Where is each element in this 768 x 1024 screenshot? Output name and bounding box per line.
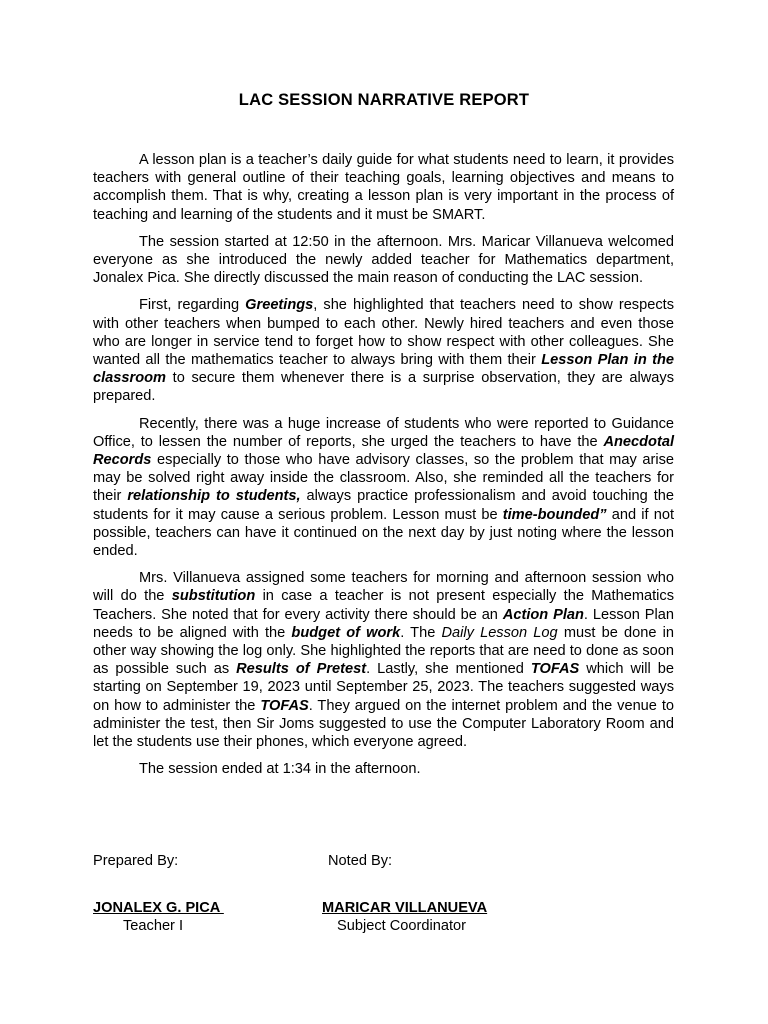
text-run: to secure them whenever there is a surprise observation, they are always prepared. (93, 370, 674, 405)
emphasized-term: time-bounded” (502, 506, 607, 523)
text-run: especially to those who have advisory classes, so the problem that may arise may be solved right away inside the classroom. Also, she reminded all the teachers for their (93, 452, 674, 505)
text-run: and if not possible, teachers can have it continued on the next day by just noting where the lesson ended. (93, 506, 674, 560)
emphasized-term: relationship to students, (127, 488, 301, 505)
text-run: . The (400, 624, 442, 641)
text-run: Mrs. Villanueva assigned some teachers for morning and afternoon session who will do the (93, 570, 674, 605)
text-run: . Lastly, she mentioned (366, 661, 531, 678)
text-run: , she highlighted that teachers need to show respects with other teachers when bumped to each other. Newly hired teachers and even those who are longer in service tend to forget how to show respect with other colleagues. She wanted all the mathematics teacher to always bring with them their (93, 297, 674, 369)
paragraph-anecdotal-records (93, 415, 674, 561)
text-run: in case a teacher is not present especially the Mathematics Teachers. She noted that for every activity there should be an (93, 588, 675, 623)
text-run: which will be starting on September 19, 2023 until September 25, 2023. The teachers suggested ways on how to administer the (93, 661, 674, 714)
text-run: First, regarding (139, 297, 246, 314)
report-body (93, 151, 674, 779)
text-run: The session started at 12:50 in the afternoon. Mrs. Maricar Villanueva welcomed everyone as she introduced the newly added teacher for Mathematics department, Jonalex Pica. She directly discussed the main reason of conducting the LAC session. (93, 233, 674, 287)
paragraph-substitution (93, 569, 674, 751)
text-run: Recently, there was a huge increase of students who were reported to Guidance Office, to lessen the number of reports, she urged the teachers to have the (93, 415, 674, 450)
paragraph-session-end (93, 760, 674, 778)
emphasized-term: Action Plan (502, 606, 584, 623)
paragraph-session-start (93, 233, 674, 288)
text-run: . Lesson Plan needs to be aligned with the (93, 606, 674, 641)
italic-term: Daily Lesson Log (441, 624, 558, 641)
emphasized-term: substitution (171, 588, 256, 605)
paragraph-greetings (93, 296, 674, 405)
text-run: must be done in other way showing the log only. She highlighted the reports that are need to done as soon as possible such as (93, 624, 674, 678)
emphasized-term: Lesson Plan in the classroom (93, 352, 675, 387)
noted-by-label: Noted By: (328, 853, 393, 869)
preparer-name: JONALEX G. PICA (93, 900, 224, 916)
text-run: A lesson plan is a teacher’s daily guide for what students need to learn, it provides teachers with general outline of their teaching goals, learning objectives and means to accomplish them. That is why, creating a lesson plan is very important in the process of teaching and learning of the students and it must be SMART. (93, 152, 674, 223)
emphasized-term: Anecdotal Records (93, 433, 674, 469)
report-title: LAC SESSION NARRATIVE REPORT (238, 91, 530, 109)
preparer-role: Teacher I (123, 918, 184, 934)
text-run: The session ended at 1:34 in the afternoon. (139, 761, 421, 778)
text-run: always practice professionalism and avoid touching the students for it may cause a serious problem. Lesson must be (93, 488, 674, 523)
emphasized-term: Greetings (245, 297, 314, 314)
prepared-by-label: Prepared By: (93, 853, 179, 869)
paragraph-intro (93, 151, 674, 224)
emphasized-term: Results of Pretest (236, 661, 367, 678)
noter-role: Subject Coordinator (337, 918, 466, 934)
noter-name: MARICAR VILLANUEVA (322, 900, 488, 916)
emphasized-term: TOFAS (260, 697, 309, 714)
emphasized-term: budget of work (291, 624, 401, 641)
emphasized-term: TOFAS (530, 661, 580, 678)
text-run: . They argued on the internet problem and the venue to administer the test, then Sir Joms suggested to use the Computer Laboratory Room and let the students use their phones, which everyone agreed. (93, 697, 674, 751)
